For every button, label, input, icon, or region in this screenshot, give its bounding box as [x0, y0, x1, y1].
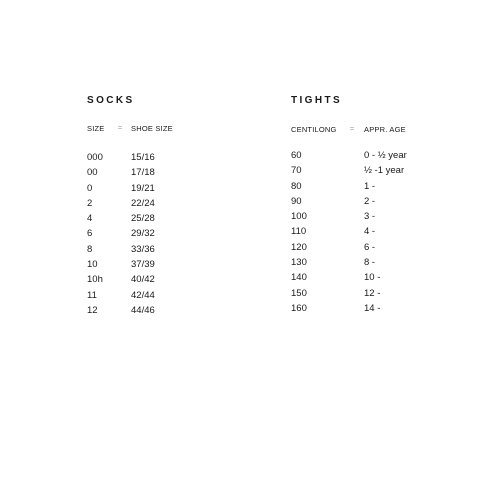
- sock-size: 4: [87, 213, 93, 225]
- tights-size: 150: [291, 287, 307, 299]
- tights-size: 140: [291, 272, 307, 284]
- approx-age: 0 - ½ year: [364, 150, 407, 161]
- shoe-size: 37/39: [131, 259, 155, 271]
- tights-size: 60: [291, 150, 302, 161]
- socks-header-separator: =: [118, 125, 123, 132]
- tights-section: [291, 95, 407, 314]
- shoe-size: 22/24: [131, 197, 155, 209]
- shoe-size: 42/44: [131, 289, 155, 301]
- tights-header: [291, 125, 406, 135]
- approx-age: ½ -1 year: [364, 165, 405, 177]
- shoe-size: 15/16: [131, 152, 155, 163]
- sock-size: 10: [87, 259, 98, 271]
- approx-age: 14 -: [364, 302, 381, 314]
- sock-size: 000: [87, 152, 103, 163]
- shoe-size: 25/28: [131, 213, 155, 225]
- tights-size: 80: [291, 180, 302, 192]
- tights-size: 70: [291, 165, 302, 177]
- sock-size: 11: [87, 289, 97, 301]
- shoe-size: 44/46: [131, 304, 155, 316]
- sock-size: 00: [87, 167, 98, 179]
- tights-size: 120: [291, 241, 307, 253]
- sock-size: 12: [87, 304, 98, 316]
- tights-header-separator: =: [350, 126, 355, 133]
- tights-size: 130: [291, 257, 307, 269]
- shoe-size: 40/42: [131, 274, 155, 286]
- socks-section: [87, 95, 173, 316]
- socks-col-shoe-size-header: SHOE SIZE: [131, 124, 173, 133]
- approx-age: 8 -: [364, 257, 376, 269]
- sock-size: 10h: [87, 274, 103, 286]
- tights-title: TIGHTS: [291, 95, 343, 106]
- tights-size: 110: [291, 226, 307, 238]
- approx-age: 3 -: [364, 211, 376, 223]
- tights-col-centilong-header: CENTILONG: [291, 125, 337, 134]
- tights-size: 160: [291, 302, 307, 314]
- sock-size: 8: [87, 243, 93, 255]
- shoe-size: 29/32: [131, 228, 155, 240]
- tights-col-age-header: APPR. AGE: [364, 125, 406, 134]
- shoe-size: 33/36: [131, 243, 155, 255]
- sock-size: 6: [87, 228, 93, 240]
- sock-size: 2: [87, 197, 93, 209]
- socks-title: SOCKS: [87, 95, 135, 106]
- socks-col-size-header: SIZE: [87, 124, 105, 133]
- approx-age: 12 -: [364, 287, 381, 299]
- approx-age: 4 -: [364, 226, 376, 238]
- socks-header: [87, 124, 173, 134]
- tights-size: 90: [291, 195, 302, 207]
- approx-age: 2 -: [364, 195, 376, 207]
- shoe-size: 19/21: [131, 182, 155, 194]
- approx-age: 10 -: [364, 272, 381, 284]
- tights-size: 100: [291, 211, 307, 223]
- sock-size: 0: [87, 182, 93, 194]
- approx-age: 6 -: [364, 241, 376, 253]
- approx-age: 1 -: [364, 180, 376, 192]
- shoe-size: 17/18: [131, 167, 155, 179]
